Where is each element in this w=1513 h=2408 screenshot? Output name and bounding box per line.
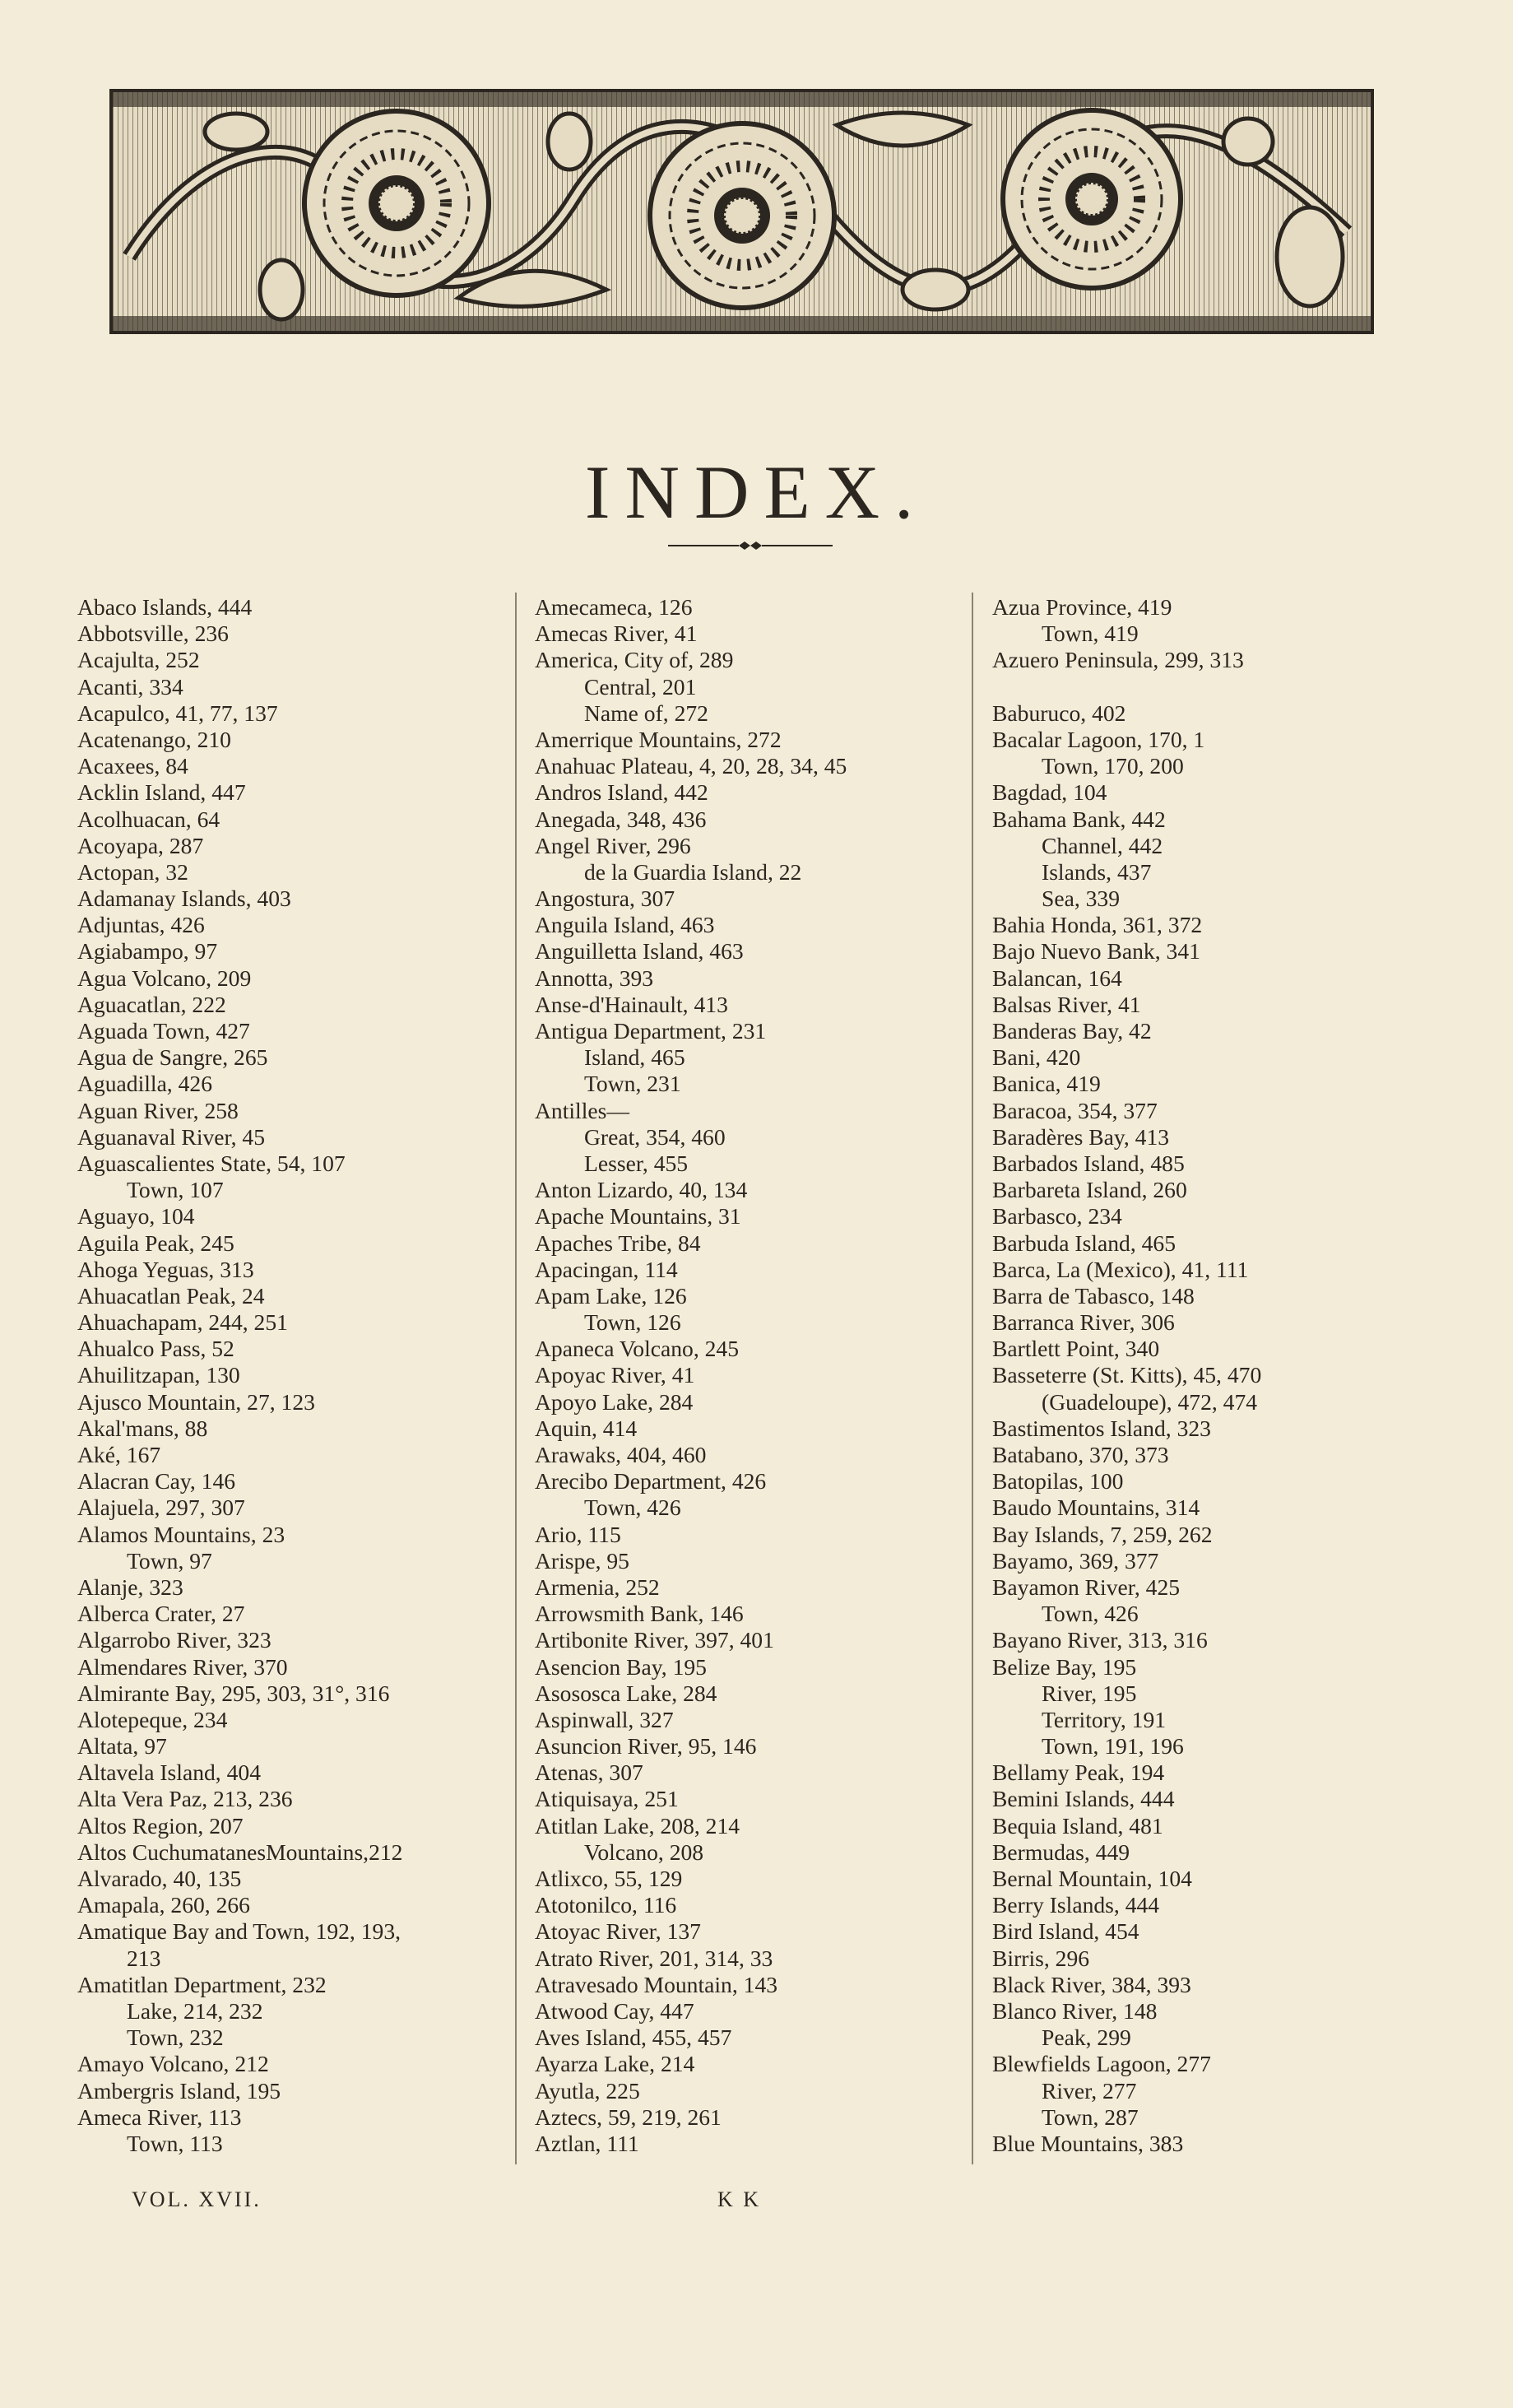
index-entry: Barranca River, 306 [992, 1309, 1175, 1336]
index-entry: Atitlan Lake, 208, 214 [535, 1812, 740, 1839]
index-entry: Acoyapa, 287 [77, 832, 204, 858]
index-entry: Acaxees, 84 [77, 753, 188, 779]
index-entry: Acklin Island, 447 [77, 779, 246, 806]
index-entry: Baudo Mountains, 314 [992, 1495, 1200, 1521]
index-column-3 [992, 594, 1486, 2157]
index-entry: Ambergris Island, 195 [77, 2077, 281, 2104]
index-entry: Atotonilco, 116 [535, 1892, 677, 1918]
index-entry: Azua Province, 419 [992, 594, 1172, 620]
index-entry: Andros Island, 442 [535, 779, 708, 806]
index-entry: Ameca River, 113 [77, 2104, 242, 2130]
index-subentry: River, 277 [1042, 2077, 1137, 2104]
index-entry: Barca, La (Mexico), 41, 111 [992, 1256, 1249, 1282]
index-entry: Barbados Island, 485 [992, 1150, 1185, 1176]
index-entry: Apoyac River, 41 [535, 1362, 695, 1388]
index-entry: America, City of, 289 [535, 647, 734, 673]
index-entry: Aztecs, 59, 219, 261 [535, 2104, 722, 2130]
index-subentry: Peak, 299 [1042, 2024, 1131, 2051]
index-entry: Arrowsmith Bank, 146 [535, 1601, 744, 1627]
index-entry: Apam Lake, 126 [535, 1282, 687, 1309]
index-entry: Amatique Bay and Town, 192, 193, [77, 1918, 401, 1945]
index-entry: Alanje, 323 [77, 1574, 183, 1600]
index-entry: Actopan, 32 [77, 858, 188, 885]
index-entry: Amapala, 260, 266 [77, 1892, 250, 1918]
index-entry: Apoyo Lake, 284 [535, 1388, 694, 1415]
index-subentry: Town, 97 [127, 1547, 212, 1574]
index-entry: Aguada Town, 427 [77, 1018, 250, 1044]
index-entry: Bartlett Point, 340 [992, 1336, 1160, 1362]
index-entry: Anton Lizardo, 40, 134 [535, 1177, 748, 1203]
index-entry [992, 674, 1486, 700]
index-subentry: Town, 419 [1042, 621, 1139, 647]
index-entry: Aguayo, 104 [77, 1203, 195, 1230]
index-entry: Ahoga Yeguas, 313 [77, 1256, 254, 1282]
volume-label: VOL. XVII. [132, 2187, 262, 2211]
index-entry: Amecas River, 41 [535, 621, 698, 647]
index-subentry: Lesser, 455 [584, 1150, 689, 1176]
index-entry: Adjuntas, 426 [77, 912, 205, 938]
index-entry: Bay Islands, 7, 259, 262 [992, 1521, 1213, 1547]
index-subentry: Town, 170, 200 [1042, 753, 1184, 779]
index-entry: Bellamy Peak, 194 [992, 1760, 1165, 1786]
index-entry: Batopilas, 100 [992, 1468, 1124, 1495]
index-entry: Atenas, 307 [535, 1760, 643, 1786]
index-subentry: Sea, 339 [1042, 886, 1121, 912]
index-entry: Acanti, 334 [77, 673, 183, 700]
index-entry: Ahualco Pass, 52 [77, 1336, 234, 1362]
index-entry: Artibonite River, 397, 401 [535, 1627, 774, 1653]
index-entry: Atrato River, 201, 314, 33 [535, 1945, 773, 1971]
index-subentry: (Guadeloupe), 472, 474 [1042, 1388, 1258, 1415]
index-entry: Amayo Volcano, 212 [77, 2051, 269, 2077]
index-entry: Anguilletta Island, 463 [535, 938, 744, 965]
decorative-banner [109, 89, 1374, 334]
index-entry: Arispe, 95 [535, 1547, 629, 1574]
index-entry: Arawaks, 404, 460 [535, 1442, 707, 1467]
page-title: INDEX. [584, 450, 929, 534]
index-subentry: Lake, 214, 232 [127, 1997, 263, 2024]
index-entry: Altos Region, 207 [77, 1812, 244, 1839]
index-subentry: Town, 113 [127, 2130, 223, 2156]
column-divider [972, 593, 973, 2164]
index-entry: Birris, 296 [992, 1945, 1090, 1971]
index-entry: Adamanay Islands, 403 [77, 886, 291, 912]
index-subentry: 213 [127, 1945, 161, 1971]
index-entry: Barbareta Island, 260 [992, 1177, 1187, 1203]
index-entry: Balsas River, 41 [992, 991, 1141, 1017]
index-entry: Aquin, 414 [535, 1415, 638, 1441]
index-entry: Blanco River, 148 [992, 1997, 1158, 2024]
index-entry: Agiabampo, 97 [77, 938, 218, 965]
index-subentry: Central, 201 [584, 673, 697, 700]
index-subentry: Town, 426 [584, 1495, 681, 1521]
index-entry: Bemini Islands, 444 [992, 1786, 1175, 1812]
index-subentry: Channel, 442 [1042, 832, 1163, 858]
index-entry: Bastimentos Island, 323 [992, 1415, 1211, 1441]
index-entry: Alamos Mountains, 23 [77, 1521, 285, 1547]
index-entry: Asososca Lake, 284 [535, 1680, 717, 1706]
index-entry: Almirante Bay, 295, 303, 31°, 316 [77, 1680, 390, 1706]
index-entry: Baburuco, 402 [992, 700, 1126, 726]
index-entry: Bahia Honda, 361, 372 [992, 912, 1203, 938]
index-entry: Aguadilla, 426 [77, 1071, 212, 1097]
index-subentry: Town, 191, 196 [1042, 1733, 1184, 1760]
index-entry: Bayamo, 369, 377 [992, 1547, 1159, 1574]
index-subentry: Territory, 191 [1042, 1706, 1167, 1732]
index-entry: Aguanaval River, 45 [77, 1123, 266, 1150]
index-entry: Agua de Sangre, 265 [77, 1044, 268, 1071]
index-subentry: Island, 465 [584, 1044, 685, 1071]
index-entry: Black River, 384, 393 [992, 1971, 1191, 1997]
index-entry: Acajulta, 252 [77, 647, 200, 673]
index-entry: Apacingan, 114 [535, 1256, 678, 1282]
index-entry: Ario, 115 [535, 1521, 621, 1547]
index-entry: Alacran Cay, 146 [77, 1468, 236, 1495]
index-subentry: Town, 287 [1042, 2104, 1139, 2130]
index-subentry: Great, 354, 460 [584, 1123, 726, 1150]
floral-engraving-icon [113, 92, 1371, 331]
index-entry: Atravesado Mountain, 143 [535, 1971, 778, 1997]
index-entry: Bayano River, 313, 316 [992, 1627, 1208, 1653]
index-entry: Ahuacatlan Peak, 24 [77, 1282, 265, 1309]
index-entry: Bequia Island, 481 [992, 1812, 1163, 1839]
index-subentry: Town, 107 [127, 1177, 224, 1203]
index-subentry: Town, 126 [584, 1309, 681, 1336]
index-entry: Akal'mans, 88 [77, 1415, 208, 1441]
index-entry: Apaneca Volcano, 245 [535, 1336, 740, 1362]
index-entry: Bajo Nuevo Bank, 341 [992, 938, 1200, 965]
index-entry: Ajusco Mountain, 27, 123 [77, 1388, 315, 1415]
index-entry: Aguan River, 258 [77, 1097, 239, 1123]
index-entry: Bani, 420 [992, 1044, 1081, 1071]
index-entry: Antigua Department, 231 [535, 1018, 767, 1044]
index-entry: Alajuela, 297, 307 [77, 1495, 245, 1521]
index-entry: Bird Island, 454 [992, 1918, 1139, 1945]
index-entry: Alvarado, 40, 135 [77, 1866, 242, 1891]
index-subentry: River, 195 [1042, 1680, 1137, 1706]
index-subentry: Name of, 272 [584, 700, 708, 726]
index-entry: Belize Bay, 195 [992, 1653, 1137, 1680]
index-entry: Acolhuacan, 64 [77, 806, 220, 832]
index-entry: Asuncion River, 95, 146 [535, 1733, 757, 1760]
index-subentry: de la Guardia Island, 22 [584, 858, 802, 885]
index-entry: Acapulco, 41, 77, 137 [77, 700, 278, 726]
index-subentry: Volcano, 208 [584, 1839, 704, 1865]
index-entry: Antilles— [535, 1097, 629, 1123]
index-entry: Altata, 97 [77, 1733, 167, 1760]
index-subentry: Islands, 437 [1042, 858, 1152, 885]
index-entry: Amatitlan Department, 232 [77, 1971, 327, 1997]
index-entry: Barbuda Island, 465 [992, 1230, 1177, 1256]
index-entry: Aztlan, 111 [535, 2130, 639, 2156]
index-entry: Bernal Mountain, 104 [992, 1866, 1192, 1891]
index-entry: Ayutla, 225 [535, 2077, 640, 2104]
index-entry: Bagdad, 104 [992, 779, 1107, 806]
index-entry: Balancan, 164 [992, 965, 1122, 991]
index-column-2 [535, 594, 971, 2157]
index-entry: Blewfields Lagoon, 277 [992, 2051, 1211, 2077]
index-entry: Banderas Bay, 42 [992, 1018, 1152, 1044]
index-entry: Bermudas, 449 [992, 1839, 1130, 1865]
index-entry: Aguacatlan, 222 [77, 991, 226, 1017]
index-entry: Altavela Island, 404 [77, 1760, 261, 1786]
index-entry: Aves Island, 455, 457 [535, 2024, 732, 2051]
index-entry: Alta Vera Paz, 213, 236 [77, 1786, 293, 1812]
index-entry: Algarrobo River, 323 [77, 1627, 272, 1653]
index-entry: Bacalar Lagoon, 170, 1 [992, 726, 1205, 752]
index-entry: Abaco Islands, 444 [77, 594, 253, 620]
index-entry: Banica, 419 [992, 1071, 1101, 1097]
index-entry: Blue Mountains, 383 [992, 2130, 1184, 2156]
title-ornament-icon [668, 539, 833, 552]
index-entry: Ahuachapam, 244, 251 [77, 1309, 288, 1336]
index-entry: Alberca Crater, 27 [77, 1601, 245, 1627]
index-entry: Arecibo Department, 426 [535, 1468, 767, 1495]
index-entry: Abbotsville, 236 [77, 621, 229, 647]
index-entry: Aspinwall, 327 [535, 1706, 674, 1732]
index-entry: Altos CuchumatanesMountains,212 [77, 1839, 403, 1865]
index-entry: Anahuac Plateau, 4, 20, 28, 34, 45 [535, 753, 847, 779]
index-entry: Baracoa, 354, 377 [992, 1097, 1158, 1123]
index-entry: Barra de Tabasco, 148 [992, 1282, 1195, 1309]
index-entry: Batabano, 370, 373 [992, 1442, 1169, 1467]
index-subentry: Town, 426 [1042, 1601, 1139, 1627]
index-entry: Aguila Peak, 245 [77, 1230, 234, 1256]
index-entry: Ahuilitzapan, 130 [77, 1362, 240, 1388]
index-entry: Alotepeque, 234 [77, 1706, 228, 1732]
index-entry: Aguascalientes State, 54, 107 [77, 1150, 346, 1176]
index-subentry: Town, 231 [584, 1071, 681, 1097]
index-entry: Almendares River, 370 [77, 1653, 288, 1680]
index-entry: Armenia, 252 [535, 1574, 660, 1600]
index-entry: Acatenango, 210 [77, 726, 231, 752]
index-entry: Anegada, 348, 436 [535, 806, 707, 832]
index-subentry: Town, 232 [127, 2024, 224, 2051]
index-entry: Agua Volcano, 209 [77, 965, 252, 991]
index-entry: Amecameca, 126 [535, 594, 693, 620]
index-entry: Apache Mountains, 31 [535, 1203, 741, 1230]
index-entry: Atiquisaya, 251 [535, 1786, 679, 1812]
index-entry: Atlixco, 55, 129 [535, 1866, 683, 1891]
index-entry: Atoyac River, 137 [535, 1918, 701, 1945]
index-entry: Annotta, 393 [535, 965, 654, 991]
column-divider [515, 593, 517, 2164]
index-entry: Basseterre (St. Kitts), 45, 470 [992, 1362, 1262, 1388]
index-entry: Baradères Bay, 413 [992, 1123, 1170, 1150]
index-entry: Berry Islands, 444 [992, 1892, 1160, 1918]
index-entry: Anse-d'Hainault, 413 [535, 991, 728, 1017]
index-entry: Angostura, 307 [535, 886, 675, 912]
index-column-1 [77, 594, 513, 2157]
index-entry: Angel River, 296 [535, 832, 691, 858]
index-entry: Asencion Bay, 195 [535, 1653, 707, 1680]
signature-mark: K K [717, 2187, 762, 2211]
index-entry: Barbasco, 234 [992, 1203, 1122, 1230]
index-entry: Amerrique Mountains, 272 [535, 726, 782, 752]
index-entry: Bahama Bank, 442 [992, 806, 1166, 832]
index-entry: Aké, 167 [77, 1442, 161, 1467]
index-entry: Bayamon River, 425 [992, 1574, 1181, 1600]
index-entry: Anguila Island, 463 [535, 912, 715, 938]
index-entry: Atwood Cay, 447 [535, 1997, 694, 2024]
index-entry: Azuero Peninsula, 299, 313 [992, 647, 1244, 673]
index-entry: Apaches Tribe, 84 [535, 1230, 701, 1256]
index-entry: Ayarza Lake, 214 [535, 2051, 695, 2077]
